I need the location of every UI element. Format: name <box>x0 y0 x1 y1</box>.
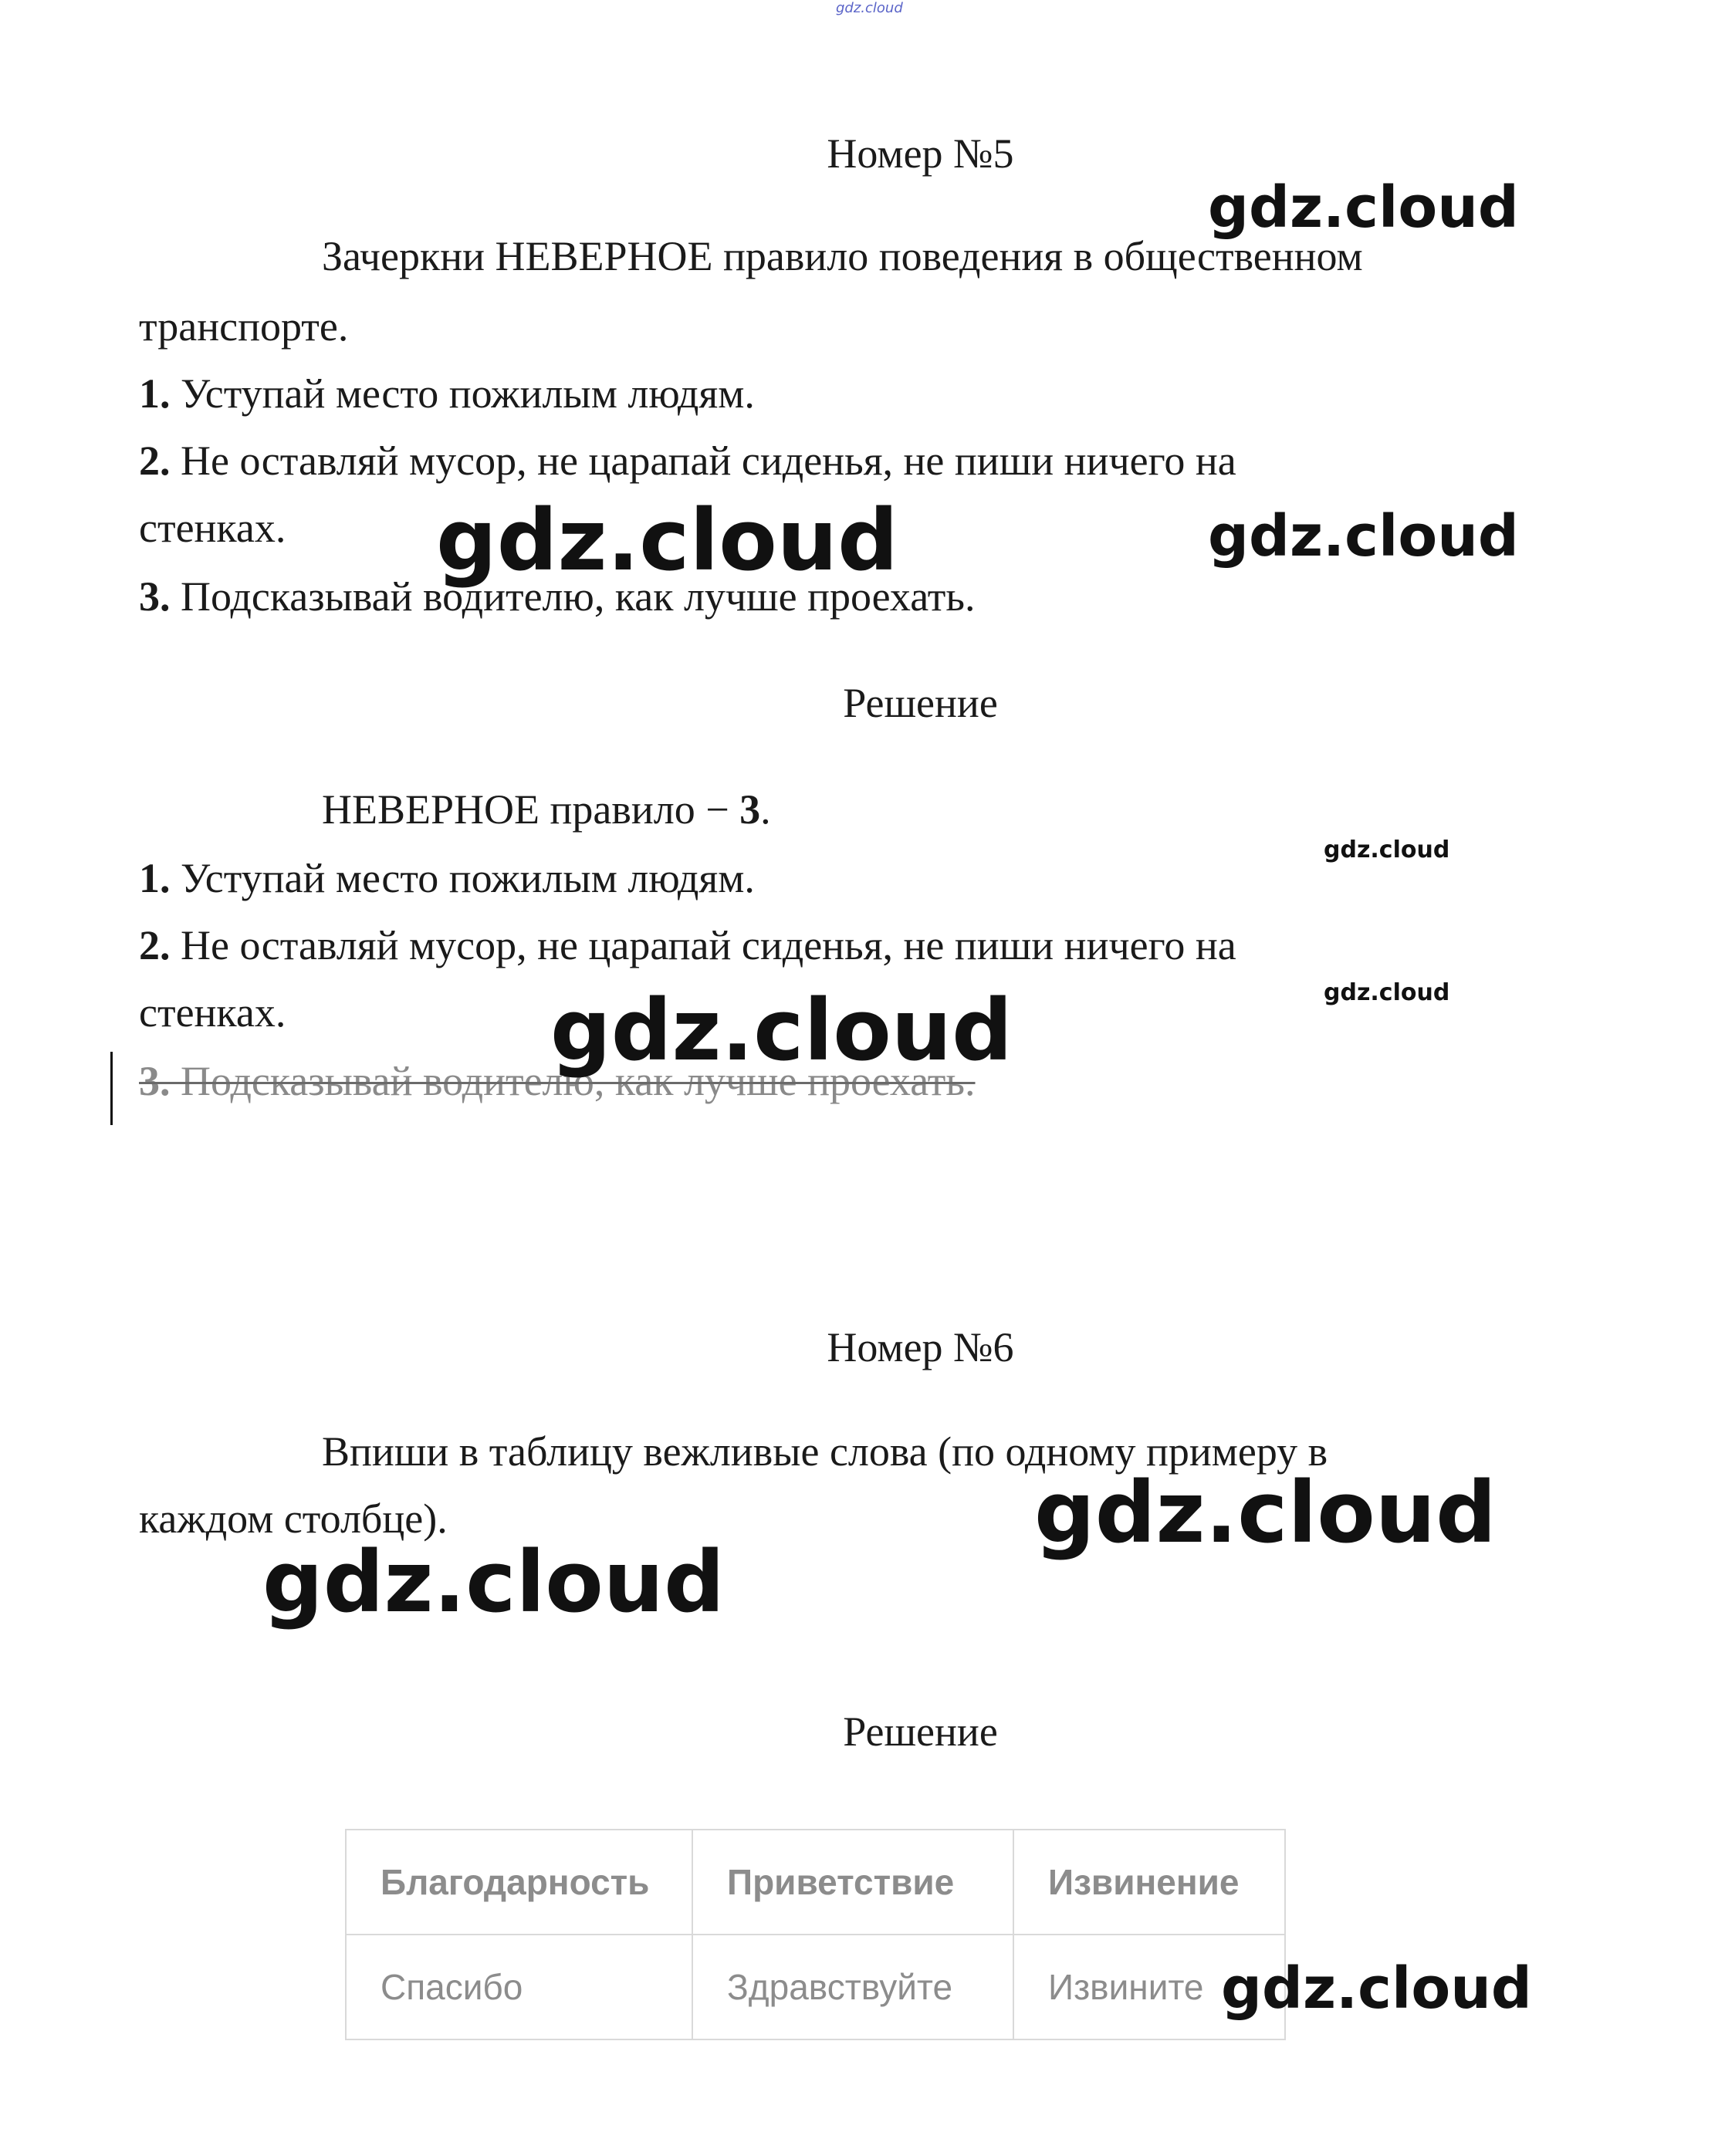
watermark: gdz.cloud <box>436 491 898 590</box>
watermark: gdz.cloud <box>1324 836 1450 863</box>
task5-item-1-number: 1. <box>139 370 171 417</box>
watermark: gdz.cloud <box>1324 979 1450 1006</box>
task5-solution-item-1-number: 1. <box>139 855 171 901</box>
watermark: gdz.cloud <box>1221 1955 1532 2022</box>
task5-solution-item-1-text: Уступай место пожилым людям. <box>170 855 755 901</box>
task5-solution-item-2-text: Не оставляй мусор, не царапай сиденья, не пиши ничего на <box>170 922 1236 968</box>
task6-solution-label: Решение <box>843 1708 998 1755</box>
watermark: gdz.cloud <box>1208 503 1519 569</box>
task5-intro-line1: Зачеркни НЕВЕРНОЕ правило поведения в общественном <box>322 233 1363 279</box>
table-header-cell: Приветствие <box>692 1830 1013 1935</box>
table-header-row <box>346 1830 1285 1935</box>
task6-intro-line1: Впиши в таблицу вежливые слова (по одному примеру в <box>322 1428 1328 1475</box>
task5-item-1-text: Уступай место пожилым людям. <box>170 370 755 417</box>
task5-solution-item-3-text: Подсказывай водителю, как лучше проехать. <box>170 1058 976 1104</box>
table-cell: Извините <box>1013 1935 1285 2039</box>
text-cursor <box>110 1052 113 1125</box>
watermark: gdz.cloud <box>1034 1463 1497 1562</box>
task6-intro-line2: каждом столбце). <box>139 1495 448 1542</box>
task5-item-2 <box>139 440 1236 482</box>
table-cell: Спасибо <box>346 1935 692 2039</box>
task5-item-1 <box>139 370 755 417</box>
task5-solution-item-2-number: 2. <box>139 922 171 968</box>
task5-item-2-cont: стенках. <box>139 505 286 551</box>
table-header-cell: Благодарность <box>346 1830 692 1935</box>
task5-solution-item-1 <box>139 857 755 899</box>
table-header-cell: Извинение <box>1013 1830 1285 1935</box>
task5-item-2-text: Не оставляй мусор, не царапай сиденья, не пиши ничего на <box>170 438 1236 484</box>
task5-solution-item-2-cont: стенках. <box>139 989 286 1036</box>
task5-answer-number: 3 <box>739 786 761 833</box>
polite-words-table <box>345 1829 1286 2040</box>
watermark: gdz.cloud <box>262 1533 725 1631</box>
table-row <box>346 1935 1285 2039</box>
watermark: gdz.cloud <box>1208 174 1519 241</box>
task5-intro-line2: транспорте. <box>139 303 349 350</box>
task5-item-3-number: 3. <box>139 573 171 620</box>
task5-solution-item-3-number: 3. <box>139 1058 171 1104</box>
top-watermark: gdz.cloud <box>836 0 903 16</box>
task6-title: Номер №6 <box>827 1324 1014 1370</box>
task5-answer <box>322 786 771 833</box>
watermark: gdz.cloud <box>550 981 1013 1080</box>
task5-solution-item-2 <box>139 924 1236 966</box>
task5-item-2-number: 2. <box>139 438 171 484</box>
table-cell: Здравствуйте <box>692 1935 1013 2039</box>
task5-title: Номер №5 <box>827 130 1014 177</box>
task5-answer-prefix: НЕВЕРНОЕ правило − <box>322 786 740 833</box>
task5-solution-label: Решение <box>843 680 998 726</box>
task5-item-3-text: Подсказывай водителю, как лучше проехать. <box>170 573 976 620</box>
task5-answer-suffix: . <box>760 786 771 833</box>
